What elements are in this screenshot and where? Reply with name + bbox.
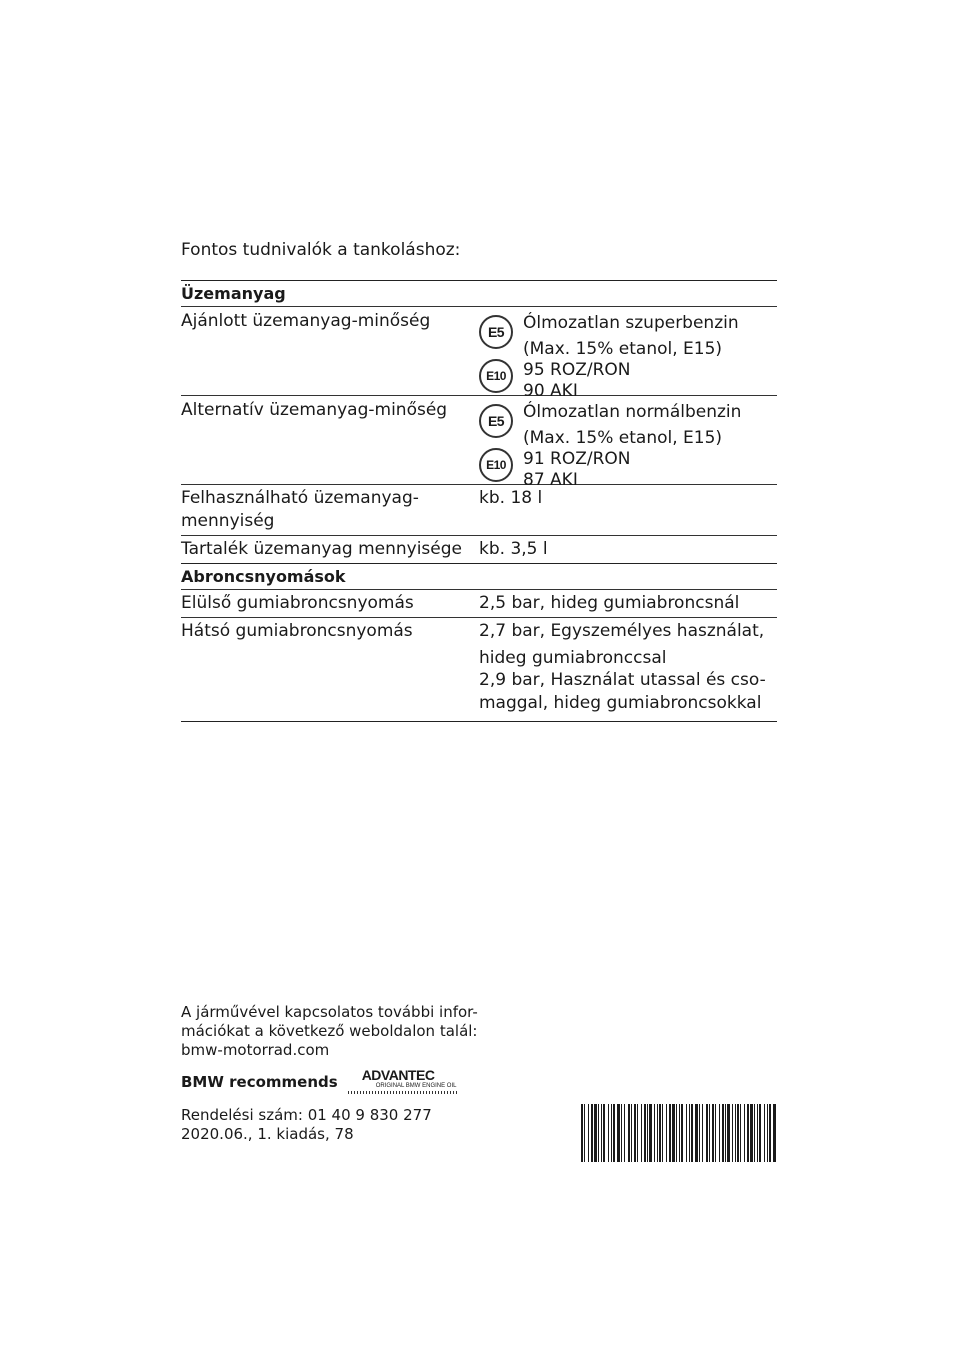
barcode-bar — [744, 1104, 745, 1162]
barcode-bar — [686, 1104, 687, 1162]
barcode-bar — [773, 1104, 776, 1162]
barcode-bar — [601, 1104, 602, 1162]
barcode-bar — [699, 1104, 700, 1162]
barcode-bar — [702, 1104, 703, 1162]
barcode-bar — [617, 1104, 620, 1162]
barcode-bar — [621, 1104, 622, 1162]
e5-badge-icon: E5 — [479, 404, 513, 438]
barcode-bar — [666, 1104, 667, 1162]
barcode-bar — [725, 1104, 726, 1162]
barcode-bar — [613, 1104, 615, 1162]
barcode-bar — [750, 1104, 753, 1162]
fuel-badges — [479, 307, 523, 395]
barcode-bar — [759, 1104, 761, 1162]
e5-badge-icon: E5 — [479, 315, 513, 349]
capacity-label — [181, 487, 479, 533]
fuel-value-line: 90 AKI — [523, 381, 578, 401]
fuel-value-line: 87 AKI — [523, 470, 578, 490]
rear-tyre-label: Hátsó gumiabroncsnyomás — [181, 621, 413, 641]
barcode-bar — [747, 1104, 749, 1162]
recommends-label: BMW recommends — [181, 1073, 338, 1091]
fuel-value-line: Ólmozatlan szuperbenzin — [523, 313, 739, 333]
barcode-icon — [581, 1104, 777, 1162]
spec-table — [181, 280, 777, 722]
barcode-bar — [735, 1104, 736, 1162]
info-line: mációkat a következő weboldalon talál: — [181, 1022, 478, 1040]
logo-stripes — [348, 1091, 458, 1094]
fuel-value-line: Ólmozatlan normálbenzin — [523, 402, 742, 422]
front-tyre-label: Elülső gumiabroncsnyomás — [181, 593, 414, 613]
barcode-bar — [719, 1104, 720, 1162]
info-line: A járművével kapcsolatos további infor- — [181, 1003, 478, 1021]
alternative-fuel-label: Alternatív üzemanyag-minőség — [181, 400, 448, 420]
fuel-value-line: (Max. 15% etanol, E15) — [523, 339, 723, 359]
rear-tyre-line: 2,9 bar, Használat utassal és cso- — [479, 670, 766, 690]
barcode-bar — [634, 1104, 636, 1162]
barcode-bar — [659, 1104, 661, 1162]
logo-subtitle: ORIGINAL BMW ENGINE OIL — [375, 1083, 457, 1089]
rear-tyre-line: hideg gumiabronccsal — [479, 648, 667, 668]
barcode-bar — [591, 1104, 593, 1162]
barcode-bar — [603, 1104, 605, 1162]
barcode-bar — [608, 1104, 609, 1162]
barcode-bar — [598, 1104, 599, 1162]
front-tyre-row — [181, 590, 777, 617]
barcode-bar — [691, 1104, 693, 1162]
barcode-bar — [594, 1104, 597, 1162]
info-link: bmw-motorrad.com — [181, 1041, 330, 1059]
barcode-bar — [715, 1104, 716, 1162]
logo-brand: ADVANTEC — [361, 1067, 435, 1083]
barcode-bar — [767, 1104, 768, 1162]
barcode-bar — [769, 1104, 771, 1162]
order-number: Rendelési szám: 01 40 9 830 277 — [181, 1106, 432, 1124]
barcode-bar — [669, 1104, 671, 1162]
capacity-row — [181, 485, 777, 535]
bmw-recommends — [181, 1068, 458, 1094]
fuel-badges — [479, 396, 523, 484]
barcode-bar — [624, 1104, 625, 1162]
reserve-value: kb. 3,5 l — [479, 539, 548, 559]
barcode-bar — [681, 1104, 683, 1162]
barcode-bar — [637, 1104, 638, 1162]
barcode-bar — [727, 1104, 730, 1162]
barcode-bar — [709, 1104, 710, 1162]
barcode-bar — [647, 1104, 648, 1162]
order-info — [181, 1106, 432, 1144]
rear-tyre-line: maggal, hideg gumiabroncsokkal — [479, 693, 762, 713]
page-title: Fontos tudnivalók a tankoláshoz: — [181, 240, 461, 260]
barcode-bar — [757, 1104, 758, 1162]
recommended-fuel-label: Ajánlott üzemanyag-minőség — [181, 311, 431, 331]
barcode-bar — [641, 1104, 642, 1162]
barcode-bar — [679, 1104, 680, 1162]
advantec-logo — [348, 1068, 458, 1094]
recommended-fuel-value — [523, 307, 777, 401]
alternative-fuel-value — [523, 396, 777, 490]
reserve-label: Tartalék üzemanyag mennyisége — [181, 539, 462, 559]
fuel-value-line: 95 ROZ/RON — [523, 360, 631, 380]
barcode-bar — [737, 1104, 739, 1162]
front-tyre-value: 2,5 bar, hideg gumiabroncsnál — [479, 593, 740, 613]
e10-badge-icon: E10 — [479, 448, 513, 482]
barcode-bar — [754, 1104, 755, 1162]
section-heading-fuel: Üzemanyag — [181, 284, 286, 303]
barcode-bar — [689, 1104, 690, 1162]
reserve-row — [181, 536, 777, 563]
rear-tyre-line: 2,7 bar, Egyszemélyes használat, — [479, 621, 765, 641]
barcode-bar — [657, 1104, 658, 1162]
barcode-bar — [581, 1104, 583, 1162]
capacity-label-line: mennyiség — [181, 511, 275, 531]
rear-tyre-row — [181, 618, 777, 721]
e10-badge-icon: E10 — [479, 359, 513, 393]
fuel-value-line: (Max. 15% etanol, E15) — [523, 428, 723, 448]
barcode-bar — [740, 1104, 741, 1162]
fuel-value-line: 91 ROZ/RON — [523, 449, 631, 469]
barcode-bar — [722, 1104, 724, 1162]
barcode-bar — [662, 1104, 663, 1162]
capacity-label-line: Felhasználható üzemanyag- — [181, 488, 419, 508]
barcode-bar — [764, 1104, 765, 1162]
divider — [181, 721, 777, 722]
barcode-bar — [644, 1104, 646, 1162]
barcode-bar — [712, 1104, 714, 1162]
rear-tyre-value — [479, 620, 777, 715]
barcode-bar — [706, 1104, 708, 1162]
capacity-value: kb. 18 l — [479, 488, 543, 508]
barcode-bar — [631, 1104, 632, 1162]
edition-info: 2020.06., 1. kiadás, 78 — [181, 1125, 354, 1143]
barcode-bar — [676, 1104, 677, 1162]
recommended-fuel-row — [181, 307, 777, 401]
info-text — [181, 1003, 481, 1060]
barcode-bar — [654, 1104, 655, 1162]
barcode-bar — [732, 1104, 733, 1162]
barcode-bar — [628, 1104, 630, 1162]
barcode-bar — [588, 1104, 589, 1162]
barcode-bar — [649, 1104, 652, 1162]
barcode-bar — [611, 1104, 612, 1162]
barcode-bar — [672, 1104, 675, 1162]
alternative-fuel-row — [181, 396, 777, 490]
barcode-bar — [695, 1104, 698, 1162]
barcode-bar — [584, 1104, 585, 1162]
section-heading-tyres: Abroncsnyomások — [181, 567, 346, 586]
